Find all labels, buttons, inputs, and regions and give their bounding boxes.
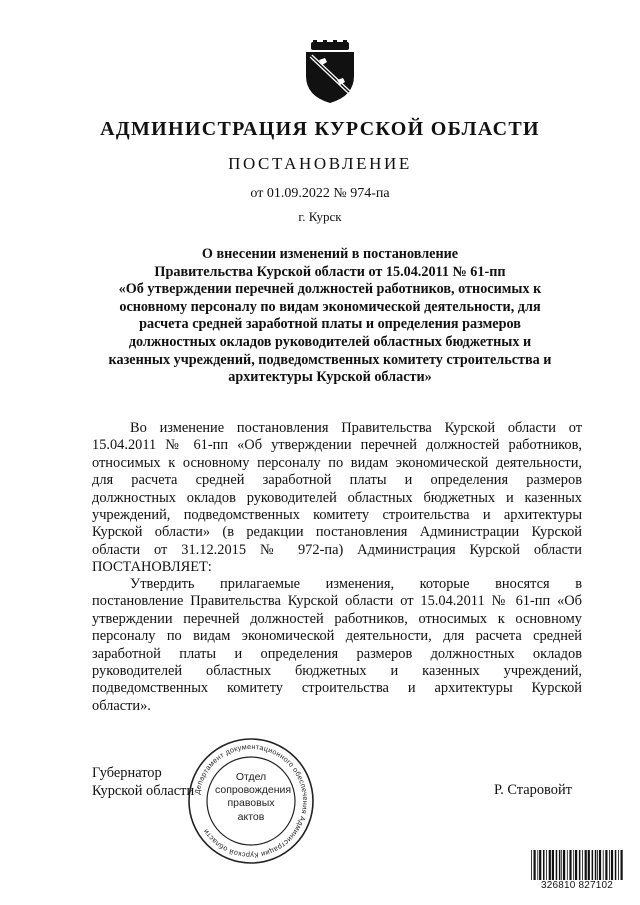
paragraph-line: области». <box>92 697 151 714</box>
barcode-bar <box>585 850 587 880</box>
document-date-number: от 01.09.2022 № 974-па <box>250 186 390 201</box>
document-city: г. Курск <box>298 209 342 224</box>
barcode-bar <box>599 850 601 880</box>
subject-line: казенных учреждений, подведомственных комитету строительства и <box>108 351 552 368</box>
paragraph-line: постановление Правительства Курской области от 15.04.2011 № 61-пп «Об <box>92 593 582 610</box>
signatory-position-line: Губернатор <box>92 765 162 781</box>
paragraph-line: персоналу по видам экономической деятельности, для расчета средней <box>92 628 582 645</box>
paragraph-line: области от 31.12.2015 № 972-па) Администрация Курской области <box>92 541 582 558</box>
subject-line: должностных окладов руководителей областных бюджетных и <box>128 333 532 350</box>
barcode-bar <box>546 850 547 880</box>
barcode-bar <box>539 850 541 880</box>
barcode-bar <box>597 850 598 880</box>
signatory-position <box>92 765 194 800</box>
subject-line: архитектуры Курской области» <box>228 369 432 386</box>
barcode-bar <box>582 850 583 880</box>
subject-line: основному персоналу по видам экономической деятельности, для <box>119 298 541 315</box>
paragraph-line: Утвердить прилагаемые изменения, которые вносятся в <box>130 576 582 592</box>
barcode-bar <box>543 850 545 880</box>
paragraph-line: Курской области» (в редакции постановления Администрации Курской <box>92 524 582 541</box>
barcode-bar <box>556 850 558 880</box>
barcode-bar <box>563 850 565 880</box>
barcode-icon <box>530 850 624 884</box>
barcode-bar <box>537 850 538 880</box>
stamp-line: правовых <box>227 797 275 810</box>
paragraph-line: относимых к основному персоналу по видам экономической деятельности, <box>92 454 582 471</box>
barcode-bar <box>618 850 619 880</box>
barcode-bar <box>592 850 594 880</box>
stamp-line: сопровождения <box>215 784 292 797</box>
signatory-position-line: Курской области <box>92 782 195 799</box>
organization-title: АДМИНИСТРАЦИЯ КУРСКОЙ ОБЛАСТИ <box>100 118 540 140</box>
stamp-line: актов <box>237 810 265 823</box>
paragraph-line: 15.04.2011 № 61-пп «Об утверждении перечней должностей работников, <box>92 437 582 454</box>
signatory-name: Р. Старовойт <box>494 782 572 798</box>
barcode-bar <box>611 850 613 880</box>
barcode-bar <box>588 850 590 880</box>
barcode-number: 326810 827102 <box>530 880 624 891</box>
subject-line: Правительства Курской области от 15.04.2011 № 61-пп <box>154 263 506 280</box>
barcode-bar <box>615 850 617 880</box>
stamp-line: Отдел <box>235 771 267 783</box>
stamp-ring-text: Департамент документационного обеспечения Администрации Курской области <box>192 741 311 861</box>
barcode-bar <box>569 850 571 880</box>
paragraph-line: Во изменение постановления Правительства Курской области от <box>130 420 582 436</box>
paragraph-line: утверждении перечней должностей работников, относимых к основному <box>92 610 582 627</box>
subject-line: расчета средней заработной платы и определения размеров <box>139 316 521 333</box>
coat-of-arms-emblem <box>303 40 357 104</box>
barcode-bar <box>621 850 623 880</box>
paragraph-line: учреждений, подведомственных комитету строительства и архитектуры <box>92 507 582 524</box>
barcode-bar <box>595 850 597 880</box>
barcode-bar <box>567 850 568 880</box>
barcode-bar <box>575 850 577 880</box>
barcode-bar <box>605 850 607 880</box>
barcode-bar <box>531 850 532 880</box>
paragraph-line: для расчета средней заработной платы и определения размеров <box>92 472 582 489</box>
stamp-text <box>215 771 292 824</box>
subject-line: «Об утверждении перечней должностей работников, относимых к <box>118 281 542 298</box>
barcode-bar <box>561 850 562 880</box>
document-subject <box>80 246 580 387</box>
subject-line: О внесении изменений в постановление <box>201 246 459 262</box>
barcode-bar <box>573 850 574 880</box>
barcode-bar <box>579 850 581 880</box>
barcode-bar <box>559 850 561 880</box>
document-type: ПОСТАНОВЛЕНИЕ <box>228 154 412 173</box>
barcode-bar <box>603 850 604 880</box>
paragraph-line: ПОСТАНОВЛЯЕТ: <box>92 559 212 576</box>
barcode-bar <box>552 850 554 880</box>
paragraph-line: подведомственных комитету строительства и архитектуры Курской <box>92 680 582 697</box>
paragraph-line: заработной платы и определения размеров должностных окладов <box>92 645 582 662</box>
barcode-bar <box>534 850 536 880</box>
barcode-bar <box>609 850 610 880</box>
body-paragraph-2 <box>92 576 582 715</box>
paragraph-line: руководителей областных бюджетных и казенных учреждений, <box>92 663 582 680</box>
barcode-bar <box>549 850 551 880</box>
body-paragraph-1 <box>92 420 582 577</box>
paragraph-line: должностных окладов руководителей областных бюджетных и казенных <box>92 489 582 506</box>
